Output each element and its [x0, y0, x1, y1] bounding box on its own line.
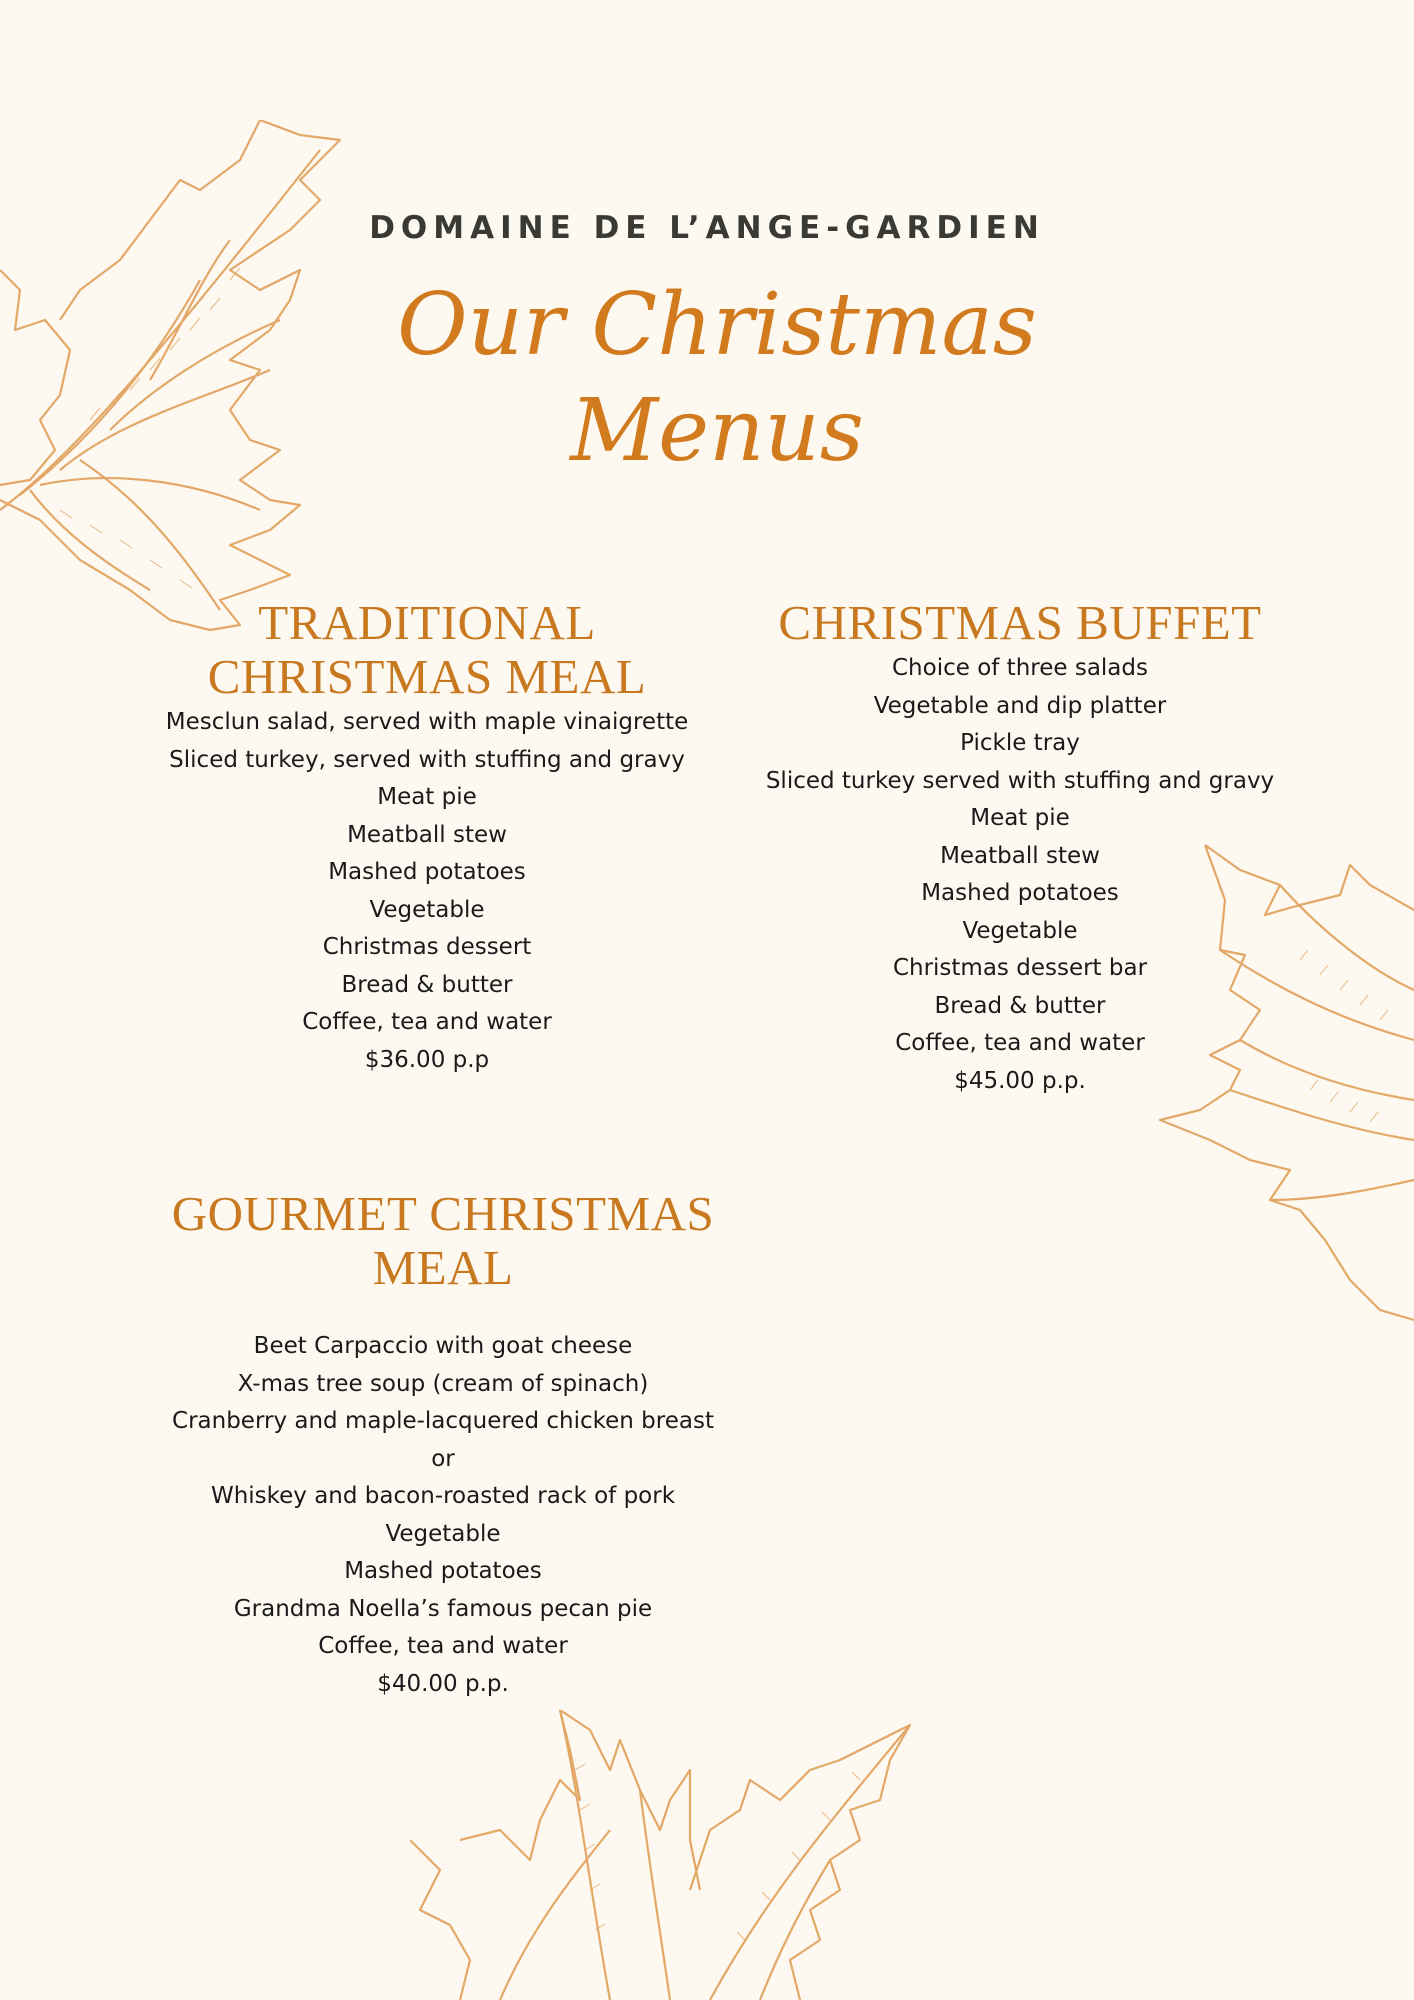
menu-item: Pickle tray	[960, 730, 1080, 756]
menu-item: Mashed potatoes	[344, 1558, 542, 1584]
menu-traditional	[127, 596, 727, 1079]
menu-item: Meatball stew	[347, 821, 507, 848]
menu-item: Vegetable and dip platter	[873, 692, 1167, 719]
menu-item: Coffee, tea and water	[318, 1633, 568, 1659]
menu-title	[720, 596, 1320, 650]
menu-item: Grandma Noella’s famous pecan pie	[233, 1595, 653, 1622]
title-line: Our Christmas	[397, 275, 1037, 375]
menu-item: Coffee, tea and water	[895, 1030, 1145, 1056]
menu-item: Meat pie	[970, 805, 1070, 831]
menu-title-line: CHRISTMAS MEAL	[207, 649, 647, 704]
menu-title-line: GOURMET CHRISTMAS	[171, 1186, 715, 1241]
menu-item: Mashed potatoes	[328, 859, 526, 885]
menu-item: Mashed potatoes	[921, 880, 1119, 906]
menu-title	[127, 596, 727, 704]
menu-item: Choice of three salads	[892, 655, 1148, 681]
menu-gourmet	[143, 1187, 743, 1703]
menu-item: Coffee, tea and water	[302, 1009, 552, 1035]
restaurant-name: DOMAINE DE L’ANGE-GARDIEN	[369, 210, 1045, 246]
menu-title-line: CHRISTMAS BUFFET	[778, 595, 1262, 650]
menu-item: Sliced turkey served with stuffing and gravy	[765, 767, 1275, 794]
menu-item: Cranberry and maple-lacquered chicken breast	[172, 1408, 714, 1434]
menu-item: Meat pie	[377, 784, 477, 810]
menu-price: $36.00 p.p	[364, 1046, 490, 1073]
menu-item: Christmas dessert	[322, 934, 532, 960]
menu-item: Vegetable	[962, 917, 1078, 944]
menu-title-line: TRADITIONAL	[258, 595, 596, 650]
menu-buffet	[720, 596, 1320, 1100]
menu-item-list	[720, 650, 1320, 1063]
menu-item: Christmas dessert bar	[892, 955, 1148, 981]
menu-price: $45.00 p.p.	[954, 1067, 1086, 1094]
page-title	[357, 272, 1077, 484]
menu-item: Mesclun salad, served with maple vinaigrette	[165, 709, 689, 735]
menu-title-line: MEAL	[372, 1240, 514, 1295]
maple-leaf-icon	[0, 120, 400, 640]
menu-item: Vegetable	[385, 1520, 501, 1547]
menu-item: Meatball stew	[940, 842, 1100, 869]
menu-item: Sliced turkey, served with stuffing and gravy	[169, 746, 685, 773]
menu-item: Bread & butter	[341, 971, 513, 998]
menu-item: Vegetable	[369, 896, 485, 923]
menu-item: Whiskey and bacon-roasted rack of pork	[210, 1483, 676, 1509]
maple-leaf-icon	[410, 1710, 930, 2000]
menu-item: X-mas tree soup (cream of spinach)	[237, 1370, 649, 1397]
menu-price: $40.00 p.p.	[377, 1670, 509, 1697]
menu-item: Beet Carpaccio with goat cheese	[253, 1333, 633, 1359]
menu-title	[143, 1187, 743, 1295]
menu-item: Bread & butter	[934, 992, 1106, 1019]
title-line: Menus	[570, 381, 864, 481]
menu-item: or	[431, 1445, 455, 1472]
menu-item-list	[127, 704, 727, 1042]
menu-item-list	[143, 1328, 743, 1666]
